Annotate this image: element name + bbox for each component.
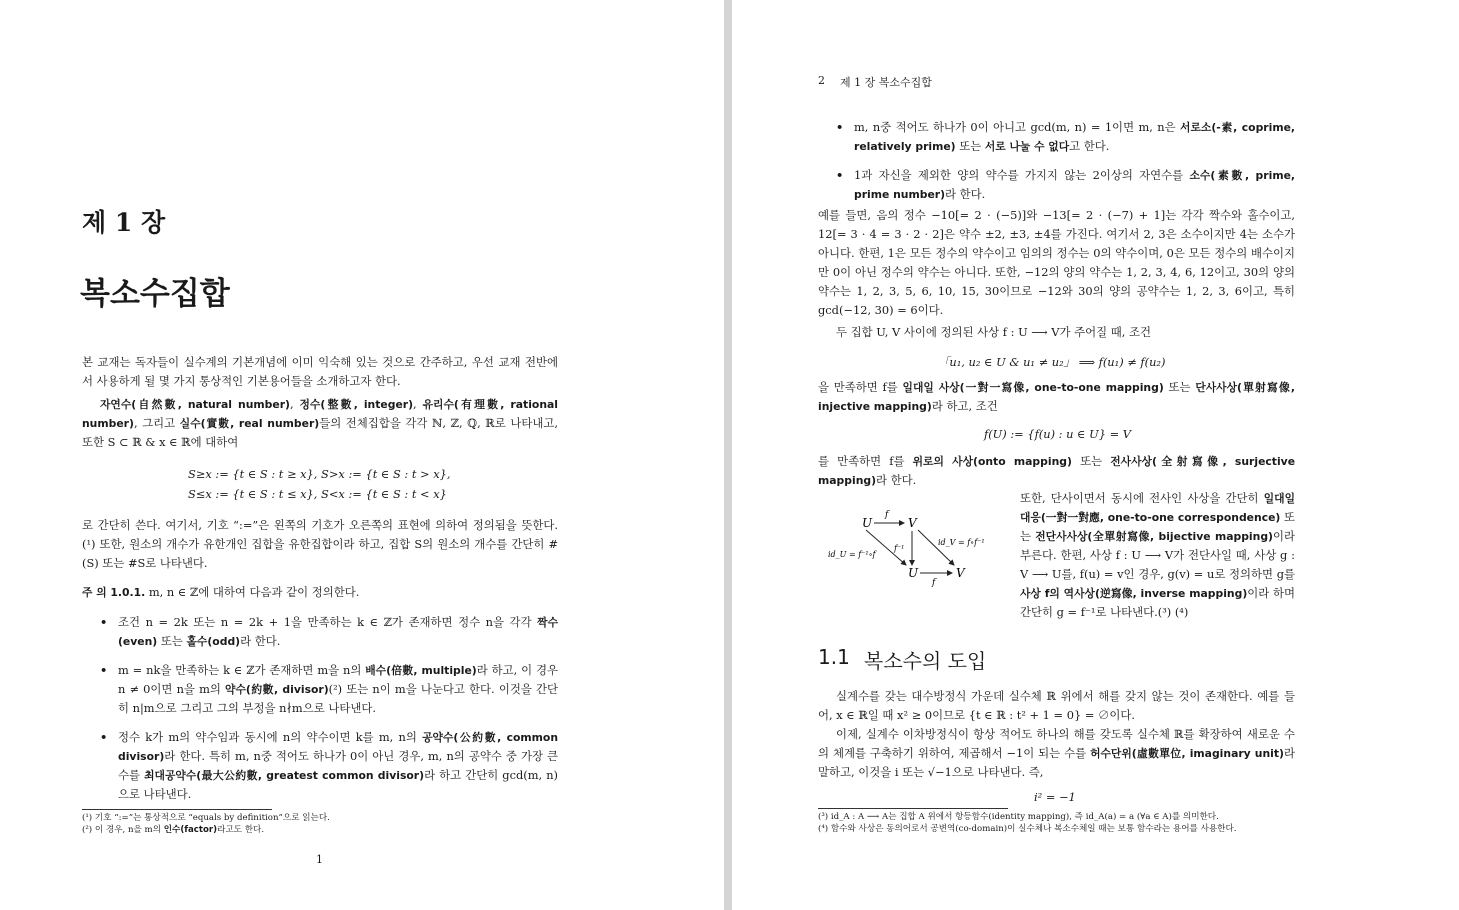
item-term: 짝수(even)	[118, 616, 558, 648]
note-text: m, n ∈ ℤ에 대하여 다음과 같이 정의한다.	[148, 585, 360, 599]
item-term: 배수(倍數, multiple)	[365, 664, 477, 677]
term-imaginary-unit: 허수단위(虛數單位, imaginary unit)	[1090, 747, 1284, 760]
surjective-condition: f(U) := {f(u) : u ∈ U} = V	[984, 427, 1131, 441]
term-integer: 정수(整數, integer)	[299, 398, 414, 411]
node-U-bottom: U	[908, 566, 919, 580]
term-real: 실수(實數, real number)	[179, 417, 320, 430]
item-text: 1과 자신을 제외한 양의 약수를 가지지 않는 2이상의 자연수를	[854, 168, 1190, 182]
label-f-top: f	[885, 510, 889, 520]
note	[82, 583, 558, 602]
numbers-paragraph	[82, 395, 558, 452]
footnote-text: 라고도 한다.	[217, 825, 265, 835]
injective-paragraph	[818, 378, 1295, 416]
list-item	[100, 728, 558, 804]
note-label: 주 의 1.0.1.	[82, 586, 146, 599]
item-term: 약수(約數, divisor)	[225, 683, 329, 696]
item-text: 라 한다.	[240, 634, 281, 648]
sep: ,	[413, 397, 423, 411]
page-1	[0, 0, 724, 910]
label-f-inverse: f⁻¹	[894, 544, 905, 553]
para-text: 을 만족하면 f를	[818, 380, 903, 394]
node-U-top: U	[862, 516, 873, 530]
item-term: 공약수(公約數, common divisor)	[118, 731, 559, 763]
term-bijective: 전단사사상(全單射寫像, bijective mapping)	[1035, 530, 1273, 543]
para-text: 를 만족하면 f를	[818, 454, 913, 468]
footnote-rule	[818, 808, 1008, 809]
list-item	[836, 166, 1295, 204]
term-surjective: 위로의 사상(onto mapping)	[912, 455, 1072, 468]
para-text: 라 하고, 조건	[931, 399, 998, 413]
example-paragraph: 예를 들면, 음의 정수 −10[= 2 · (−5)]와 −13[= 2 · (−7) + 1]는 각각 짝수와 홀수이고, 12[= 3 · 4 = 3 · 2 · 2]은 약수 ±2, ±3, ±4를 가진다. 여기서 2, 3은 소수이지만 4는 소수가 아니다. 한편, 1은 모든 정수의 약수이고 임의의 정수는 0의 약수이며, 0은 모든 정수의 배수이지만 0이 아닌 정수의 약수는 아니다. 또한, −12의 양의 약수는 1, 2, 3, 4, 6, 12이고, 30의 양의 약수는 1, 2, 3, 5, 6, 10, 15, 30이므로 −12와 30의 양의 공약수는 1, 2, 3, 6이고, 특히 gcd(−12, 30) = 6이다.	[818, 208, 1295, 317]
para-text: 이라 부른다. 한편, 사상 f : U ⟶ V가 전단사일 때, 사상 g : V ⟶ U를, f(u) = v인 경우, g(v) = u로 정의하면 g를	[1020, 529, 1296, 581]
item-text: 또는	[955, 139, 985, 153]
surjective-paragraph	[818, 452, 1295, 490]
arrow-id-V	[918, 530, 954, 565]
equation-row-1: S≥x := {t ∈ S : t ≥ x}, S>x := {t ∈ S : t > x},	[188, 467, 451, 481]
definition-paragraph: 로 간단히 쓴다. 여기서, 기호 “:=”은 왼쪽의 기호가 오른쪽의 표현에 의하여 정의됨을 뜻한다.(¹) 또한, 원소의 개수가 유한개인 집합을 유한집합이라 하고, 집합 S의 원소의 개수를 간단히 #(S) 또는 #S로 나타낸다.	[82, 518, 558, 570]
term-inverse: 사상 f의 역사상(逆寫像, inverse mapping)	[1020, 587, 1248, 600]
item-text: 또는	[157, 634, 187, 648]
list-item	[836, 118, 1295, 156]
section-paragraph-2	[818, 725, 1295, 782]
term-surjective-alt: 전사사상(全射寫像, surjective mapping)	[818, 455, 1296, 487]
footnote-3: (³) id_A : A ⟶ A는 집합 A 위에서 항등함수(identity mapping), 즉 id_A(a) = a (∀a ∈ A)를 의미한다.	[818, 812, 1219, 822]
item-text: m, n중 적어도 하나가 0이 아니고 gcd(m, n) = 1이면 m, n은	[854, 120, 1181, 134]
term-injective: 일대일 사상(一對一寫像, one-to-one mapping)	[902, 381, 1164, 394]
definition-list-continued	[836, 118, 1295, 214]
item-text: 정수 k가 m의 약수임과 동시에 n의 약수이면 k를 m, n의	[118, 730, 423, 744]
term-injective-alt: 단사사상(單射寫像, injective mapping)	[818, 381, 1295, 413]
footnote-4: (⁴) 함수와 사상은 동의어로서 공변역(co-domain)이 실수체나 복소수체일 때는 보통 함수라는 용어를 사용한다.	[818, 824, 1237, 834]
label-id-U: id_U = f⁻¹∘f	[828, 550, 876, 559]
para-text: 라 말하고, 이것을 i 또는 √−1으로 나타낸다. 즉,	[818, 746, 1295, 779]
running-header-title: 제 1 장 복소수집합	[840, 76, 932, 89]
inverse-mapping-diagram	[826, 505, 1026, 591]
injective-condition: 「u₁, u₂ ∈ U & u₁ ≠ u₂」 ⟹ f(u₁) ≠ f(u₂)	[938, 355, 1166, 369]
item-text: 라 하고 간단히 gcd(m, n)으로 나타낸다.	[118, 768, 558, 801]
item-text: m = nk을 만족하는 k ∈ ℤ가 존재하면 m을 n의	[118, 663, 366, 677]
term-bijection: 일대일 대응(一對一對應, one-to-one correspondence)	[1020, 492, 1295, 524]
section-title: 복소수의 도입	[864, 649, 987, 673]
footnote-1: (¹) 기호 “:=”는 통상적으로 “equals by definition”으로 읽는다.	[82, 813, 330, 823]
footnote-rule	[82, 809, 272, 810]
item-term: 서로 나눌 수 없다	[984, 140, 1070, 153]
intro-paragraph: 본 교재는 독자들이 실수계의 기본개념에 이미 익숙해 있는 것으로 간주하고, 우선 교재 전반에서 사용하게 될 몇 가지 통상적인 기본용어들을 소개하고자 한다.	[82, 355, 558, 388]
label-id-V: id_V = f∘f⁻¹	[938, 538, 985, 547]
section-paragraph-1: 실계수를 갖는 대수방정식 가운데 실수체 ℝ 위에서 해를 갖지 않는 것이 존재한다. 예를 들어, x ∈ ℝ일 때 x² ≥ 0이므로 {t ∈ ℝ : t² + 1 = 0} = ∅이다.	[818, 689, 1295, 722]
imaginary-equation: i² = −1	[1034, 790, 1076, 804]
para-text: 또한, 단사이면서 동시에 전사인 사상을 간단히	[1020, 491, 1264, 505]
list-item	[100, 661, 558, 718]
footnote-term: 인수(factor)	[163, 825, 218, 835]
running-header-number: 2	[818, 74, 825, 87]
para-text: 또는	[1071, 454, 1111, 468]
item-term: 홀수(odd)	[186, 635, 241, 648]
equation-row-2: S≤x := {t ∈ S : t ≤ x}, S<x := {t ∈ S : t < x}	[188, 487, 447, 501]
term-natural: 자연수(自然數, natural number)	[100, 398, 290, 411]
chapter-title: 복소수집합	[80, 276, 230, 312]
node-V-top: V	[908, 516, 917, 530]
para-text: 라 한다.	[876, 473, 917, 487]
item-term: 최대공약수(最大公約數, greatest common divisor)	[144, 769, 425, 782]
item-text: 조건 n = 2k 또는 n = 2k + 1을 만족하는 k ∈ ℤ가 존재하면 정수 n을 각각	[118, 615, 538, 629]
mapping-paragraph: 두 집합 U, V 사이에 정의된 사상 f : U ⟶ V가 주어질 때, 조건	[836, 325, 1151, 339]
sep: , 그리고	[133, 416, 180, 430]
page-number: 1	[316, 853, 323, 866]
item-text: 라 한다. 특히 m, n중 적어도 하나가 0이 아닌 경우, m, n의 공약수 중 가장 큰 수를	[118, 749, 558, 782]
footnote-2	[82, 824, 558, 836]
item-term: 소수(素數, prime, prime number)	[854, 169, 1295, 201]
bijective-paragraph	[1020, 489, 1295, 622]
term-rational: 유리수(有理數, rational number)	[82, 398, 558, 430]
item-term: 서로소(-素, coprime, relatively prime)	[854, 121, 1295, 153]
numbers-rest: 들의 전체집합을 각각 ℕ, ℤ, ℚ, ℝ로 나타내고, 또한 S ⊂ ℝ & x ∈ ℝ에 대하여	[82, 416, 558, 449]
para-text: 또는	[1163, 380, 1196, 394]
page-2	[732, 0, 1459, 910]
item-text: 고 한다.	[1069, 139, 1110, 153]
chapter-label: 제 1 장	[82, 208, 166, 237]
item-text: 라 하고, 이 경우 n ≠ 0이면 n을 m의	[118, 663, 559, 696]
item-text: (²) 또는 n이 m을 나눈다고 한다. 이것을 간단히 n|m으로 그리고 그의 부정을 n∤m으로 나타낸다.	[118, 682, 558, 715]
footnote-text: (²) 이 경우, n을 m의	[82, 825, 164, 835]
label-f-bottom: f	[932, 578, 936, 588]
para-text: 이제, 실계수 이차방정식이 항상 적어도 하나의 해를 갖도록 실수체 ℝ를 확장하여 새로운 수의 체계를 구축하기 위하여, 제곱해서 −1이 되는 수를	[818, 727, 1295, 760]
definition-list	[100, 613, 558, 814]
item-text: 라 한다.	[945, 187, 986, 201]
node-V-bottom: V	[956, 566, 965, 580]
para-text: 이라 하며 간단히 g = f⁻¹로 나타낸다.(³) (⁴)	[1020, 586, 1295, 619]
page-gap	[724, 0, 732, 910]
list-item	[100, 613, 558, 651]
section-number: 1.1	[818, 645, 850, 669]
sep: ,	[289, 397, 300, 411]
para-text: 또는	[1020, 510, 1295, 543]
